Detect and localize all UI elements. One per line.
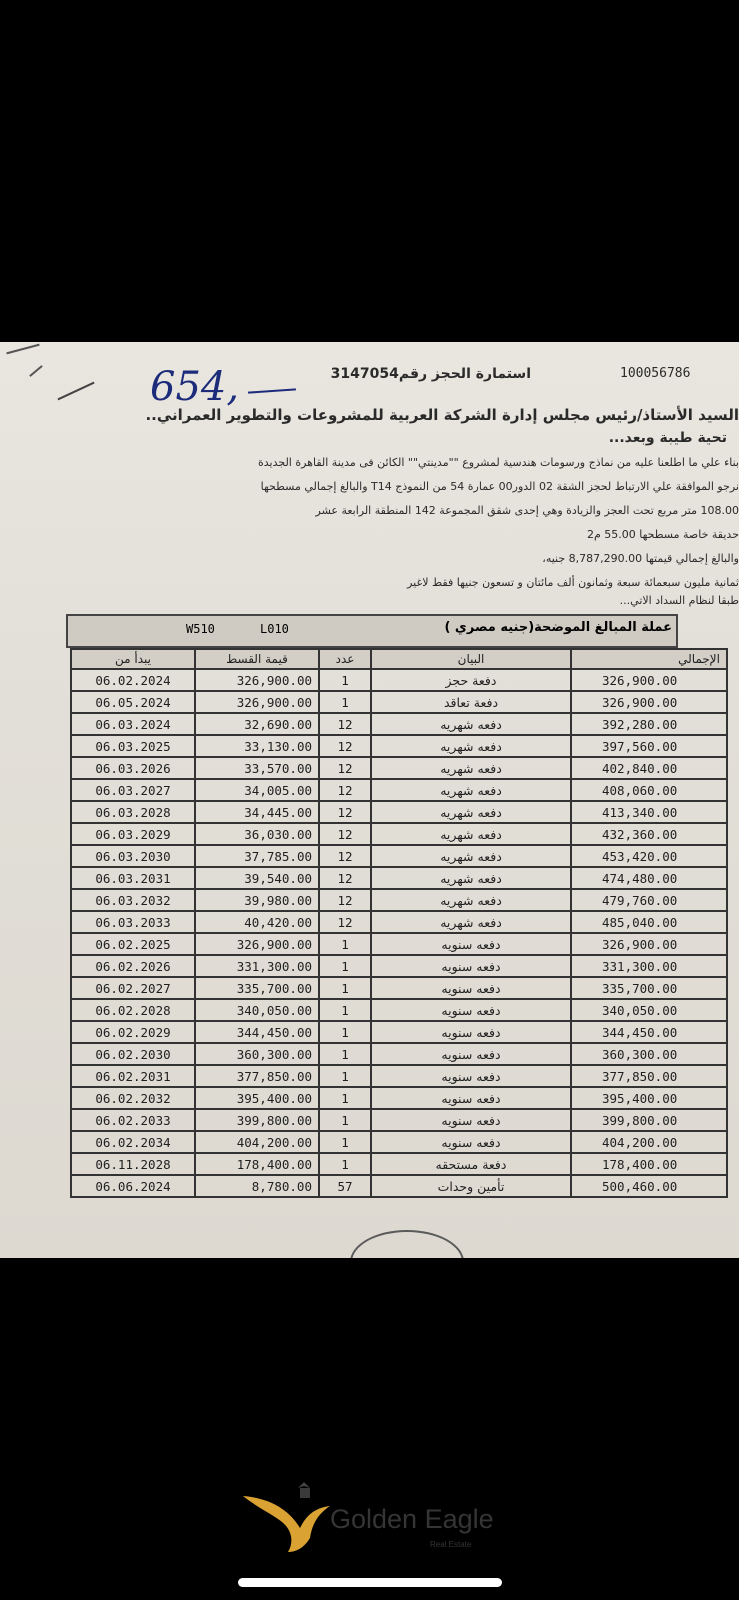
table-row [71, 867, 727, 889]
row-count: 1 [319, 955, 371, 977]
reservation-line: استمارة الحجز رقم3147054 [330, 366, 531, 382]
body-line: ثمانية مليون سبعمائة سبعة وثمانون ألف مائتان و تسعون جنيها فقط لاغير [407, 576, 739, 589]
table-title-bar [66, 614, 678, 648]
row-count: 12 [319, 911, 371, 933]
row-installment: 404,200.00 [195, 1131, 319, 1153]
row-total: 404,200.00 [571, 1131, 727, 1153]
document-photo [0, 342, 739, 1258]
row-date: 06.02.2025 [71, 933, 195, 955]
row-description: دفعه سنويه [371, 1131, 571, 1153]
row-date: 06.05.2024 [71, 691, 195, 713]
row-description: دفعه شهريه [371, 823, 571, 845]
row-description: دفعه سنويه [371, 999, 571, 1021]
row-total: 453,420.00 [571, 845, 727, 867]
row-total: 500,460.00 [571, 1175, 727, 1197]
column-header-count: عدد [319, 649, 371, 669]
row-count: 12 [319, 867, 371, 889]
row-count: 12 [319, 735, 371, 757]
row-date: 06.03.2028 [71, 801, 195, 823]
row-installment: 39,980.00 [195, 889, 319, 911]
row-description: دفعة تعاقد [371, 691, 571, 713]
row-description: دفعه سنويه [371, 1021, 571, 1043]
handwritten-underline [248, 388, 296, 393]
row-total: 392,280.00 [571, 713, 727, 735]
column-header-installment: قيمة القسط [195, 649, 319, 669]
body-line: نرجو الموافقة علي الارتباط لحجز الشقة 02 الدور00 عمارة 54 من النموذج T14 والبالغ إجمالي مسطحها [260, 480, 739, 493]
row-count: 12 [319, 779, 371, 801]
row-total: 399,800.00 [571, 1109, 727, 1131]
body-line: بناء علي ما اطلعنا عليه من نماذج ورسومات هندسية لمشروع ""مدينتي"" الكائن فى مدينة القاهرة الجديدة [257, 456, 739, 469]
row-installment: 326,900.00 [195, 691, 319, 713]
table-header-row [71, 649, 727, 669]
row-date: 06.02.2027 [71, 977, 195, 999]
row-total: 326,900.00 [571, 933, 727, 955]
table-row [71, 1153, 727, 1175]
eagle-logo-icon [238, 1478, 338, 1554]
row-date: 06.03.2032 [71, 889, 195, 911]
column-header-date: يبدأ من [71, 649, 195, 669]
row-count: 12 [319, 823, 371, 845]
row-installment: 33,130.00 [195, 735, 319, 757]
row-installment: 36,030.00 [195, 823, 319, 845]
row-count: 1 [319, 1065, 371, 1087]
table-row [71, 713, 727, 735]
table-row [71, 955, 727, 977]
row-description: دفعه شهريه [371, 735, 571, 757]
row-description: دفعه شهريه [371, 713, 571, 735]
handwritten-note: 654, [150, 364, 240, 410]
greeting-line: السيد الأستاذ/رئيس مجلس إدارة الشركة العربية للمشروعات والتطوير العمراني.. [145, 406, 739, 424]
table-row [71, 1087, 727, 1109]
row-total: 402,840.00 [571, 757, 727, 779]
row-total: 377,850.00 [571, 1065, 727, 1087]
row-installment: 39,540.00 [195, 867, 319, 889]
row-date: 06.02.2030 [71, 1043, 195, 1065]
row-total: 479,760.00 [571, 889, 727, 911]
row-installment: 37,785.00 [195, 845, 319, 867]
row-installment: 34,445.00 [195, 801, 319, 823]
row-installment: 344,450.00 [195, 1021, 319, 1043]
row-total: 360,300.00 [571, 1043, 727, 1065]
table-row [71, 735, 727, 757]
table-row [71, 999, 727, 1021]
body-line: طبقا لنظام السداد الاتي... [619, 594, 739, 607]
row-date: 06.02.2024 [71, 669, 195, 691]
row-installment: 40,420.00 [195, 911, 319, 933]
row-total: 432,360.00 [571, 823, 727, 845]
table-row [71, 1021, 727, 1043]
row-count: 57 [319, 1175, 371, 1197]
row-description: دفعه سنويه [371, 1109, 571, 1131]
column-header-description: البيان [371, 649, 571, 669]
row-count: 1 [319, 1109, 371, 1131]
body-line: 108.00 متر مربع تحت العجز والزيادة وهي إحدى شقق المجموعة 142 المنطقة الرابعة عشر [315, 504, 739, 517]
row-total: 340,050.00 [571, 999, 727, 1021]
row-date: 06.02.2026 [71, 955, 195, 977]
logo-text: Golden Eagle [330, 1504, 494, 1534]
row-description: تأمين وحدات [371, 1175, 571, 1197]
row-total: 395,400.00 [571, 1087, 727, 1109]
row-date: 06.03.2027 [71, 779, 195, 801]
logo-subtext: Real Estate [430, 1540, 472, 1549]
row-description: دفعه سنويه [371, 1087, 571, 1109]
row-total: 326,900.00 [571, 691, 727, 713]
row-count: 1 [319, 691, 371, 713]
table-row [71, 1065, 727, 1087]
row-installment: 399,800.00 [195, 1109, 319, 1131]
row-total: 485,040.00 [571, 911, 727, 933]
row-installment: 326,900.00 [195, 669, 319, 691]
row-total: 474,480.00 [571, 867, 727, 889]
row-date: 06.02.2032 [71, 1087, 195, 1109]
row-date: 06.03.2026 [71, 757, 195, 779]
row-installment: 32,690.00 [195, 713, 319, 735]
row-count: 12 [319, 713, 371, 735]
row-date: 06.02.2033 [71, 1109, 195, 1131]
table-row [71, 779, 727, 801]
table-code-2: L010 [260, 622, 289, 636]
row-count: 1 [319, 669, 371, 691]
row-count: 1 [319, 977, 371, 999]
row-description: دفعه شهريه [371, 779, 571, 801]
official-stamp [350, 1230, 464, 1258]
row-date: 06.06.2024 [71, 1175, 195, 1197]
row-total: 344,450.00 [571, 1021, 727, 1043]
row-count: 12 [319, 889, 371, 911]
table-code-1: W510 [186, 622, 215, 636]
row-description: دفعه سنويه [371, 955, 571, 977]
row-date: 06.03.2025 [71, 735, 195, 757]
currency-note: عملة المبالغ الموضحة(جنيه مصري ) [444, 620, 672, 635]
row-total: 413,340.00 [571, 801, 727, 823]
table-row [71, 823, 727, 845]
row-date: 06.02.2031 [71, 1065, 195, 1087]
row-count: 1 [319, 1043, 371, 1065]
pen-mark [57, 382, 94, 401]
row-description: دفعه شهريه [371, 867, 571, 889]
row-count: 1 [319, 999, 371, 1021]
table-row [71, 1131, 727, 1153]
row-count: 1 [319, 1131, 371, 1153]
row-count: 12 [319, 757, 371, 779]
table-row [71, 691, 727, 713]
row-description: دفعه شهريه [371, 757, 571, 779]
row-description: دفعه شهريه [371, 801, 571, 823]
pen-mark [6, 344, 39, 355]
table-row [71, 801, 727, 823]
row-count: 1 [319, 1021, 371, 1043]
row-installment: 331,300.00 [195, 955, 319, 977]
row-installment: 33,570.00 [195, 757, 319, 779]
row-date: 06.03.2033 [71, 911, 195, 933]
home-indicator[interactable] [238, 1578, 502, 1587]
row-description: دفعة مستحقه [371, 1153, 571, 1175]
row-count: 12 [319, 801, 371, 823]
document-number: 100056786 [620, 366, 691, 381]
pen-mark [29, 365, 43, 377]
table-row [71, 933, 727, 955]
row-count: 12 [319, 845, 371, 867]
column-header-total: الإجمالي [571, 649, 727, 669]
row-date: 06.03.2029 [71, 823, 195, 845]
row-description: دفعه شهريه [371, 845, 571, 867]
row-date: 06.03.2030 [71, 845, 195, 867]
row-date: 06.03.2031 [71, 867, 195, 889]
row-description: دفعه سنويه [371, 933, 571, 955]
row-description: دفعه شهريه [371, 911, 571, 933]
body-line: والبالغ إجمالي قيمتها 8,787,290.00 جنيه، [542, 552, 739, 565]
body-line: حديقة خاصة مسطحها 55.00 م2 [586, 528, 739, 541]
row-count: 1 [319, 1087, 371, 1109]
table-row [71, 845, 727, 867]
row-installment: 8,780.00 [195, 1175, 319, 1197]
row-total: 397,560.00 [571, 735, 727, 757]
row-installment: 395,400.00 [195, 1087, 319, 1109]
table-row [71, 977, 727, 999]
row-installment: 335,700.00 [195, 977, 319, 999]
row-count: 1 [319, 933, 371, 955]
row-description: دفعه سنويه [371, 1065, 571, 1087]
row-total: 178,400.00 [571, 1153, 727, 1175]
row-installment: 360,300.00 [195, 1043, 319, 1065]
row-installment: 178,400.00 [195, 1153, 319, 1175]
row-date: 06.02.2029 [71, 1021, 195, 1043]
row-total: 335,700.00 [571, 977, 727, 999]
row-description: دفعه سنويه [371, 977, 571, 999]
row-total: 331,300.00 [571, 955, 727, 977]
row-date: 06.02.2028 [71, 999, 195, 1021]
row-date: 06.11.2028 [71, 1153, 195, 1175]
row-total: 326,900.00 [571, 669, 727, 691]
table-row [71, 757, 727, 779]
table-row [71, 889, 727, 911]
row-date: 06.03.2024 [71, 713, 195, 735]
row-description: دفعة حجز [371, 669, 571, 691]
row-total: 408,060.00 [571, 779, 727, 801]
row-description: دفعه سنويه [371, 1043, 571, 1065]
table-row [71, 669, 727, 691]
table-row [71, 1175, 727, 1197]
row-count: 1 [319, 1153, 371, 1175]
table-row [71, 911, 727, 933]
table-row [71, 1043, 727, 1065]
row-description: دفعه شهريه [371, 889, 571, 911]
row-installment: 326,900.00 [195, 933, 319, 955]
table-row [71, 1109, 727, 1131]
row-installment: 340,050.00 [195, 999, 319, 1021]
row-date: 06.02.2034 [71, 1131, 195, 1153]
row-installment: 377,850.00 [195, 1065, 319, 1087]
payment-schedule-table [70, 648, 728, 1198]
salutation-line: تحية طيبة وبعد... [608, 430, 727, 446]
row-installment: 34,005.00 [195, 779, 319, 801]
